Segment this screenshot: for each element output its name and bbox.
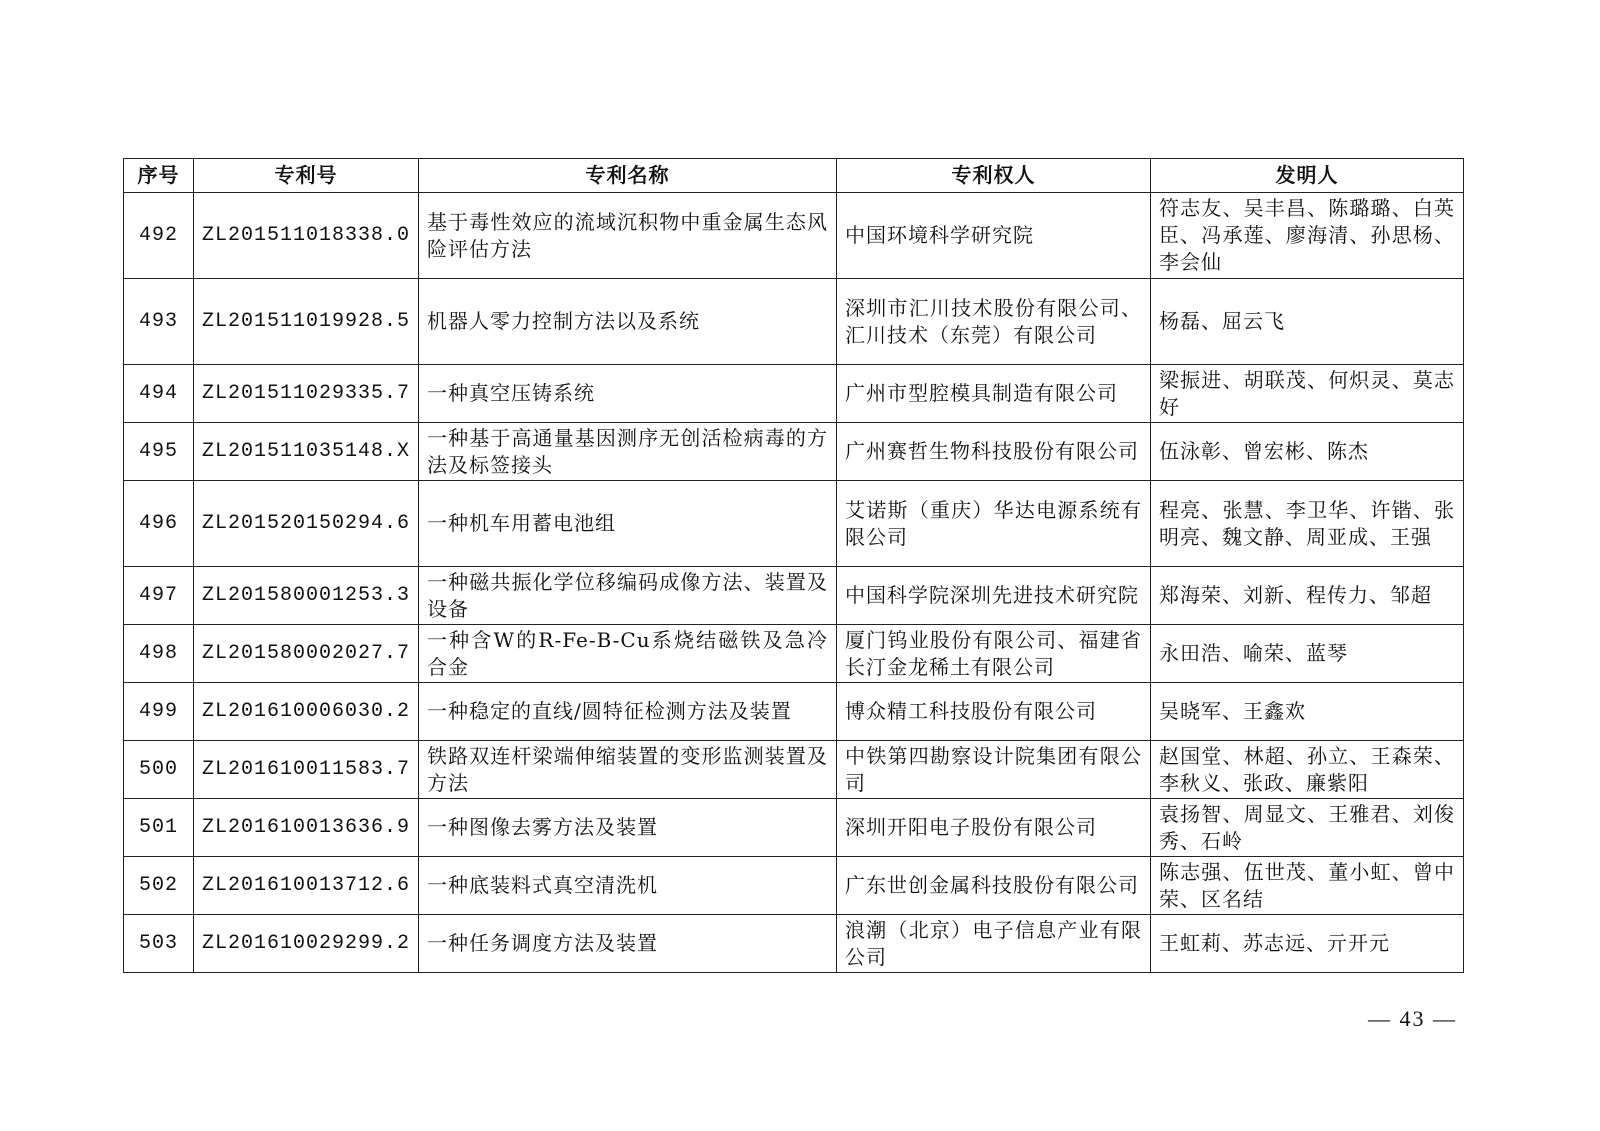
table-header — [124, 159, 1464, 193]
cell-patent-no: ZL201520150294.6 — [194, 481, 419, 567]
cell-patent-no: ZL201580001253.3 — [194, 567, 419, 625]
cell-seq: 501 — [124, 799, 194, 857]
header-seq: 序号 — [124, 159, 194, 193]
cell-seq: 493 — [124, 279, 194, 365]
cell-holder: 深圳开阳电子股份有限公司 — [837, 799, 1151, 857]
table-row — [124, 279, 1464, 365]
table-body — [124, 193, 1464, 973]
header-inventors: 发明人 — [1151, 159, 1464, 193]
cell-holder: 中国环境科学研究院 — [837, 193, 1151, 279]
cell-patent-name: 一种基于高通量基因测序无创活检病毒的方法及标签接头 — [419, 423, 837, 481]
cell-patent-name: 一种稳定的直线/圆特征检测方法及装置 — [419, 683, 837, 741]
header-holder: 专利权人 — [837, 159, 1151, 193]
cell-holder: 艾诺斯（重庆）华达电源系统有限公司 — [837, 481, 1151, 567]
cell-patent-name: 一种真空压铸系统 — [419, 365, 837, 423]
cell-patent-no: ZL201610013712.6 — [194, 857, 419, 915]
cell-seq: 500 — [124, 741, 194, 799]
cell-inventors: 永田浩、喻荣、蓝琴 — [1151, 625, 1464, 683]
table-row — [124, 741, 1464, 799]
cell-patent-no: ZL201511035148.X — [194, 423, 419, 481]
table-row — [124, 625, 1464, 683]
cell-inventors: 梁振进、胡联茂、何炽灵、莫志好 — [1151, 365, 1464, 423]
cell-patent-name: 一种任务调度方法及装置 — [419, 915, 837, 973]
header-row — [124, 159, 1464, 193]
cell-holder: 深圳市汇川技术股份有限公司、汇川技术（东莞）有限公司 — [837, 279, 1151, 365]
cell-seq: 492 — [124, 193, 194, 279]
cell-holder: 广州市型腔模具制造有限公司 — [837, 365, 1151, 423]
cell-seq: 495 — [124, 423, 194, 481]
cell-inventors: 杨磊、屈云飞 — [1151, 279, 1464, 365]
cell-inventors: 袁扬智、周显文、王雅君、刘俊秀、石岭 — [1151, 799, 1464, 857]
cell-inventors: 陈志强、伍世茂、董小虹、曾中荣、区名结 — [1151, 857, 1464, 915]
table-row — [124, 567, 1464, 625]
cell-inventors: 郑海荣、刘新、程传力、邹超 — [1151, 567, 1464, 625]
table-row — [124, 799, 1464, 857]
cell-patent-no: ZL201610029299.2 — [194, 915, 419, 973]
table-row — [124, 481, 1464, 567]
cell-patent-name: 铁路双连杆梁端伸缩装置的变形监测装置及方法 — [419, 741, 837, 799]
cell-patent-name: 一种含W的R-Fe-B-Cu系烧结磁铁及急冷合金 — [419, 625, 837, 683]
header-patent-name: 专利名称 — [419, 159, 837, 193]
cell-patent-name: 一种底装料式真空清洗机 — [419, 857, 837, 915]
cell-patent-name: 基于毒性效应的流域沉积物中重金属生态风险评估方法 — [419, 193, 837, 279]
cell-seq: 499 — [124, 683, 194, 741]
cell-patent-name: 一种机车用蓄电池组 — [419, 481, 837, 567]
cell-seq: 502 — [124, 857, 194, 915]
page-number: — 43 — — [1368, 1006, 1457, 1031]
cell-inventors: 吴晓军、王鑫欢 — [1151, 683, 1464, 741]
patent-table — [123, 158, 1464, 973]
cell-seq: 498 — [124, 625, 194, 683]
cell-inventors: 符志友、吴丰昌、陈璐璐、白英臣、冯承莲、廖海清、孙思杨、李会仙 — [1151, 193, 1464, 279]
table-row — [124, 423, 1464, 481]
cell-inventors: 程亮、张慧、李卫华、许锴、张明亮、魏文静、周亚成、王强 — [1151, 481, 1464, 567]
cell-patent-no: ZL201511019928.5 — [194, 279, 419, 365]
table-row — [124, 365, 1464, 423]
cell-patent-no: ZL201580002027.7 — [194, 625, 419, 683]
cell-holder: 浪潮（北京）电子信息产业有限公司 — [837, 915, 1151, 973]
cell-holder: 中铁第四勘察设计院集团有限公司 — [837, 741, 1151, 799]
table-row — [124, 193, 1464, 279]
cell-patent-no: ZL201610013636.9 — [194, 799, 419, 857]
header-patent-no: 专利号 — [194, 159, 419, 193]
cell-holder: 厦门钨业股份有限公司、福建省长汀金龙稀土有限公司 — [837, 625, 1151, 683]
cell-inventors: 伍泳彰、曾宏彬、陈杰 — [1151, 423, 1464, 481]
cell-inventors: 王虹莉、苏志远、亓开元 — [1151, 915, 1464, 973]
cell-patent-no: ZL201610011583.7 — [194, 741, 419, 799]
cell-patent-no: ZL201610006030.2 — [194, 683, 419, 741]
cell-holder: 中国科学院深圳先进技术研究院 — [837, 567, 1151, 625]
cell-seq: 496 — [124, 481, 194, 567]
cell-patent-no: ZL201511029335.7 — [194, 365, 419, 423]
cell-seq: 503 — [124, 915, 194, 973]
cell-holder: 广东世创金属科技股份有限公司 — [837, 857, 1151, 915]
cell-patent-name: 机器人零力控制方法以及系统 — [419, 279, 837, 365]
cell-patent-no: ZL201511018338.0 — [194, 193, 419, 279]
cell-holder: 广州赛哲生物科技股份有限公司 — [837, 423, 1151, 481]
table-row — [124, 857, 1464, 915]
table-row — [124, 683, 1464, 741]
cell-inventors: 赵国堂、林超、孙立、王森荣、李秋义、张政、廉紫阳 — [1151, 741, 1464, 799]
cell-holder: 博众精工科技股份有限公司 — [837, 683, 1151, 741]
cell-patent-name: 一种图像去雾方法及装置 — [419, 799, 837, 857]
cell-seq: 494 — [124, 365, 194, 423]
cell-seq: 497 — [124, 567, 194, 625]
table-row — [124, 915, 1464, 973]
cell-patent-name: 一种磁共振化学位移编码成像方法、装置及设备 — [419, 567, 837, 625]
